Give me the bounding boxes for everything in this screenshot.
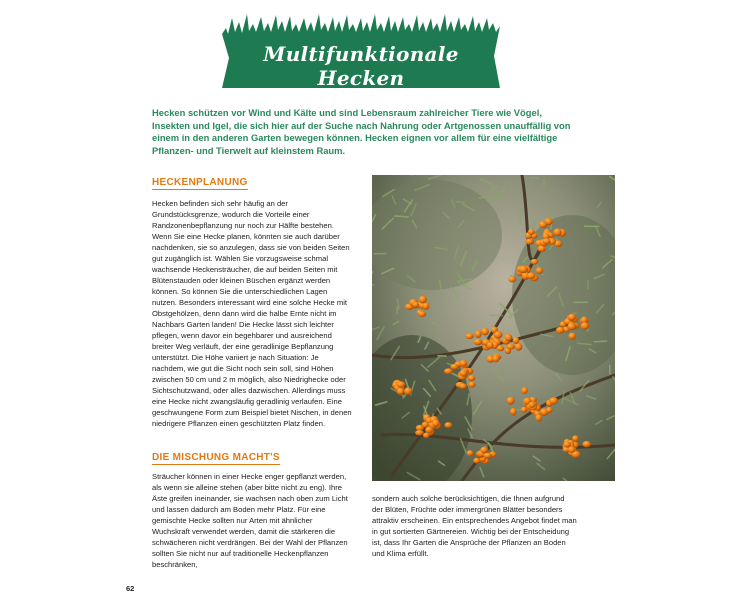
- body-mischung-left: Sträucher können in einer Hecke enger gepflanzt werden, als wenn sie alleine stehen (aber bitte nicht zu eng). Ihre Äste greifen ineinander, sie wachsen nach oben zum Licht und lassen dadurch am Boden mehr Platz. Für eine gemischte Hecke sollten nur Arten mit ähnlicher Wuchskraft verwendet werden, damit die stärkeren die schwächeren nicht verdrängen. Bei der Wahl der Pflanzen sollten Sie nicht nur auf traditionelle Heckenpflanzen beschränken,: [152, 472, 348, 569]
- page-number: 62: [126, 584, 135, 593]
- heading-mischung: DIE MISCHUNG MACHT'S: [152, 452, 280, 463]
- heading-heckenplanung: HECKENPLANUNG: [152, 177, 248, 188]
- body-mischung-right: sondern auch solche berücksichtigen, die Ihnen aufgrund der Blüten, Früchte oder immergrünen Blätter besonders attraktiv erscheinen. Ein entsprechendes Angebot findet man in gut sortierten Gärtnereien. Wichtig bei der Entscheidung ist, dass Ihr Garten die Ansprüche der Pflanzen an Boden und Klima erfüllt.: [372, 494, 577, 558]
- intro-paragraph: Hecken schützen vor Wind und Kälte und sind Lebensraum zahlreicher Tiere wie Vögel, Insekten und Igel, die sich hier auf der Suche nach Nahrung oder Artgenossen unauffällig von einem in den anderen Garten bewegen können. Hecken eignen vor allem für eine vielfältige Pflanzen- und Tierwelt auf kleinstem Raum.: [152, 107, 571, 156]
- body-heckenplanung: Hecken befinden sich sehr häufig an der Grundstücksgrenze, wodurch die Vorteile einer Randzonenbepflanzung nur noch zur Hälfte bestehen. Wenn Sie eine Hecke planen, könnten sie auch darüber nachdenken, sie so anzulegen, dass sie von beiden Seiten gut zugänglich ist. Wählen Sie vorzugsweise schmal wachsende Heckensträucher, die auf beiden Seiten mit Blütenstauden oder kleinen Büschen ergänzt werden können. So können Sie die unterschiedlichen Lagen nutzen. Besonders interessant wird eine solche Hecke mit Obstgehölzen, denn dann wird die halbe Ernte nicht im Nachbars Garten landen! Die Hecke lässt sich leichter pflegen, wenn davor ein begehbarer und ausreichend breiter Weg verläuft, der eine geradlinige Bepflanzung unterstützt. Die Höhe variiert je nach Situation: Je nachdem, wie gut die Sicht noch sein soll, sind Höhen zwischen 50 cm und 2 m möglich, also Niedrighecke oder Sichtschutzwand, oder alles dazwischen. Allerdings muss eine Hecke nicht zwangsläufig geradlinig verlaufen. Eine geschwungene Form zum Beispiel bietet Nischen, in denen niedrigere Pflanzen einen geschützten Platz finden.: [152, 199, 352, 428]
- sea-buckthorn-photo: [372, 175, 615, 481]
- page-title: Multifunktionale Hecken: [263, 42, 459, 90]
- title-banner: [222, 12, 500, 90]
